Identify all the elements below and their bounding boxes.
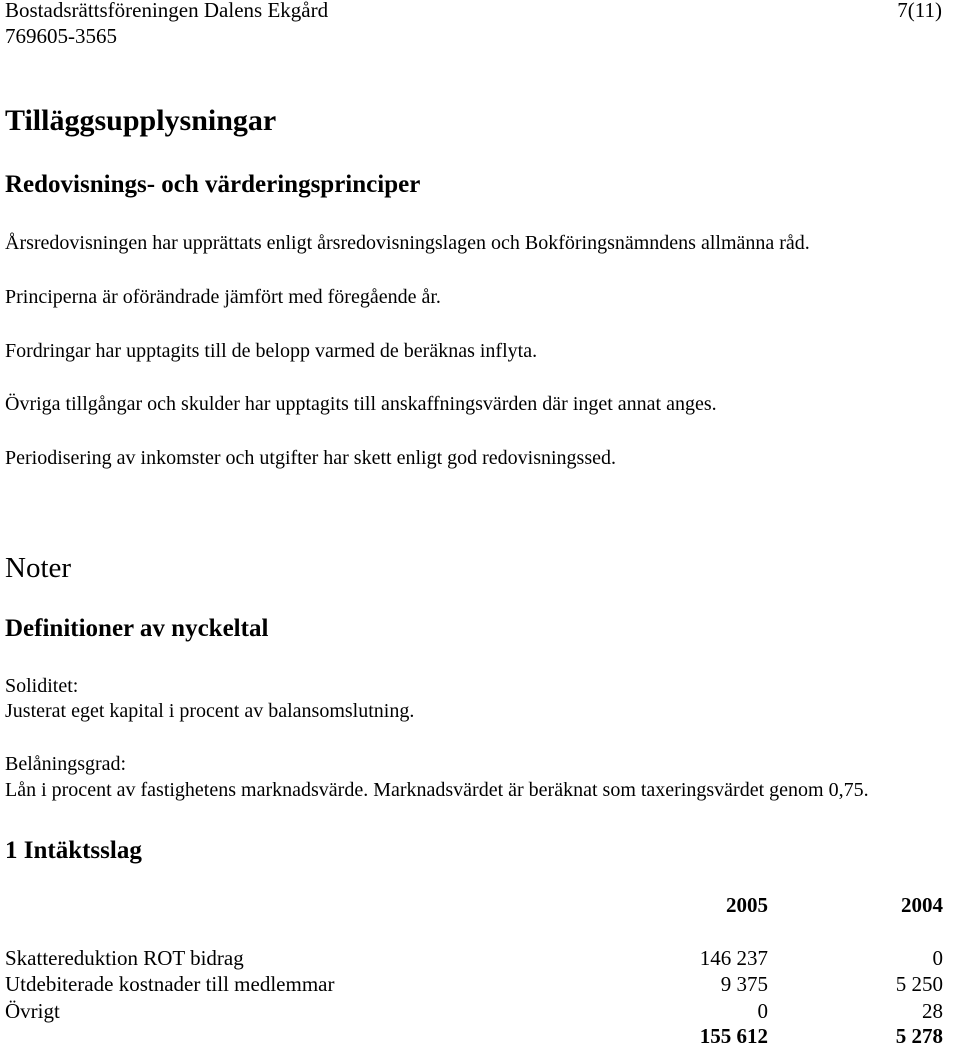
- belaningsgrad-text: Lån i procent av fastighetens marknadsvärde. Marknadsvärdet är beräknat som taxeringsvärdet genom 0,75.: [5, 779, 869, 801]
- soliditet-label: Soliditet:: [5, 675, 79, 697]
- belaningsgrad-label: Belåningsgrad:: [5, 753, 127, 775]
- soliditet-text: Justerat eget kapital i procent av balansomslutning.: [5, 700, 415, 722]
- principles-paragraph: Principerna är oförändrade jämfört med föregående år.: [5, 286, 441, 308]
- income-row-value-2005: 0: [757, 999, 768, 1023]
- principles-paragraph: Övriga tillgångar och skulder har upptagits till anskaffningsvärden där inget annat anges.: [5, 393, 717, 415]
- income-row-value-2005: 146 237: [699, 946, 768, 970]
- income-row-value-2004: 5 250: [895, 972, 943, 996]
- income-total-2004: 5 278: [895, 1024, 943, 1048]
- organization-name: Bostadsrättsföreningen Dalens Ekgård: [5, 0, 329, 22]
- organization-number: 769605-3565: [5, 24, 117, 48]
- income-total-2005: 155 612: [699, 1024, 768, 1048]
- definitions-heading: Definitioner av nyckeltal: [5, 615, 269, 642]
- principles-paragraph: Periodisering av inkomster och utgifter har skett enligt god redovisningssed.: [5, 447, 616, 469]
- principles-heading: Redovisnings- och värderingsprinciper: [5, 171, 421, 198]
- year-column-2004: 2004: [901, 893, 943, 917]
- income-row-value-2005: 9 375: [720, 972, 768, 996]
- page-number: 7(11): [897, 0, 942, 22]
- income-heading: 1 Intäktsslag: [5, 837, 142, 864]
- page-title: Tilläggsupplysningar: [5, 104, 277, 137]
- income-row-label: Utdebiterade kostnader till medlemmar: [5, 972, 335, 996]
- year-column-2005: 2005: [726, 893, 768, 917]
- income-row-label: Övrigt: [5, 999, 60, 1023]
- income-row-value-2004: 28: [922, 999, 943, 1023]
- notes-heading: Noter: [5, 552, 72, 584]
- income-row-value-2004: 0: [932, 946, 943, 970]
- principles-paragraph: Fordringar har upptagits till de belopp varmed de beräknas inflyta.: [5, 340, 538, 362]
- income-row-label: Skattereduktion ROT bidrag: [5, 946, 244, 970]
- principles-paragraph: Årsredovisningen har upprättats enligt årsredovisningslagen och Bokföringsnämndens allmänna råd.: [5, 232, 810, 254]
